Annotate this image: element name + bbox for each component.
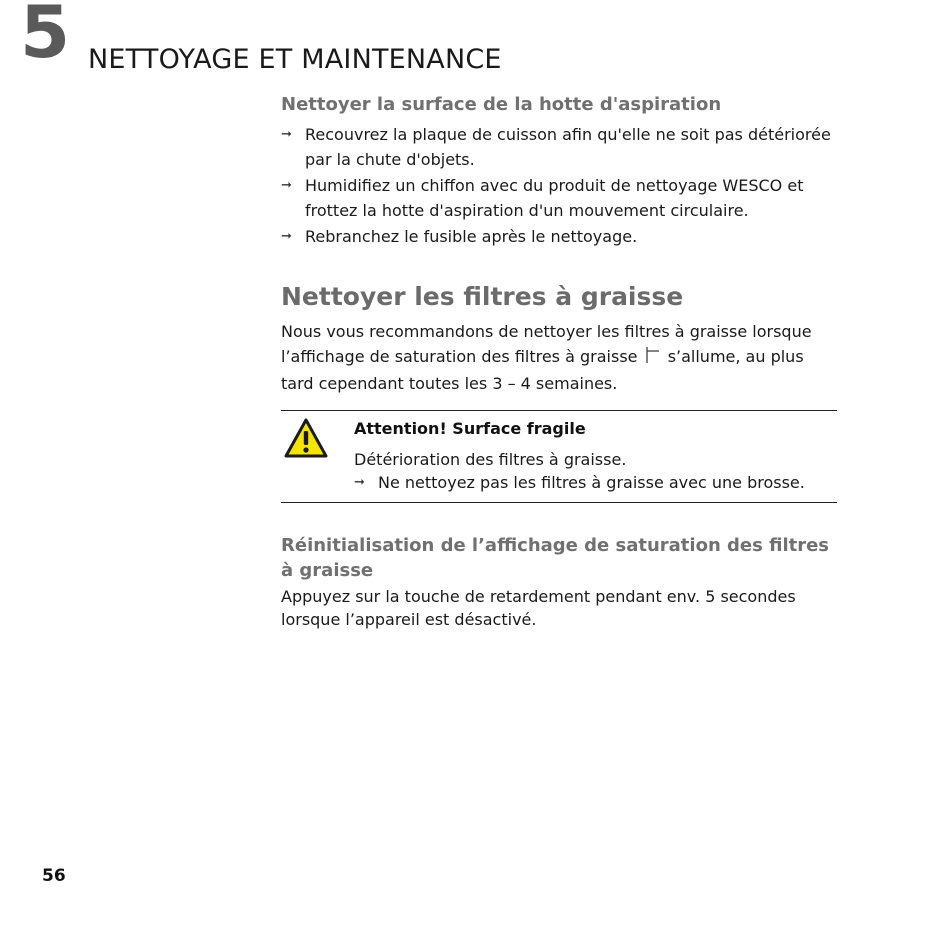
- filter-saturation-icon: [645, 346, 661, 371]
- warning-triangle-icon: [283, 417, 329, 459]
- section-reset: [281, 533, 837, 631]
- section-surface-heading: Nettoyer la surface de la hotte d'aspiration: [281, 94, 722, 115]
- arrow-right-icon: ➞: [281, 127, 292, 142]
- list-item: [281, 224, 837, 249]
- notice-description: Détérioration des filtres à graisse.: [354, 450, 627, 469]
- list-item: [354, 471, 824, 495]
- step-text: Rebranchez le fusible après le nettoyage.: [305, 227, 638, 246]
- notice-title: Attention! Surface fragile: [354, 419, 586, 438]
- section-filters-heading: Nettoyer les filtres à graisse: [281, 282, 684, 311]
- section-filters: [281, 282, 837, 396]
- chapter-number: 5: [20, 0, 71, 74]
- step-text: Recouvrez la plaque de cuisson afin qu'elle ne soit pas détériorée par la chute d'objets.: [305, 125, 831, 169]
- filters-text-start: Nous vous recommandons de nettoyer les filtres à graisse lorsque l’affichage de saturation des filtres à graisse: [281, 322, 812, 366]
- notice-step: Ne nettoyez pas les filtres à graisse avec une brosse.: [378, 473, 805, 492]
- list-item: [281, 122, 837, 172]
- chapter-title: NETTOYAGE ET MAINTENANCE: [88, 44, 502, 75]
- arrow-right-icon: ➞: [281, 178, 292, 193]
- arrow-right-icon: ➞: [354, 475, 365, 490]
- attention-notice: [281, 410, 837, 503]
- section-filters-paragraph: [281, 319, 837, 396]
- page-number: 56: [42, 866, 66, 886]
- section-reset-paragraph: Appuyez sur la touche de retardement pendant env. 5 secondes lorsque l’appareil est désactivé.: [281, 587, 796, 629]
- section-surface: [281, 92, 837, 249]
- filters-text-end: s’allume, au plus tard cependant toutes les 3 – 4 semaines.: [281, 347, 804, 393]
- step-text: Humidifiez un chiffon avec du produit de nettoyage WESCO et frottez la hotte d'aspiration d'un mouvement circulaire.: [305, 176, 804, 220]
- arrow-right-icon: ➞: [281, 229, 292, 244]
- section-reset-heading: Réinitialisation de l’affichage de saturation des filtres à graisse: [281, 535, 830, 581]
- list-item: [281, 173, 837, 223]
